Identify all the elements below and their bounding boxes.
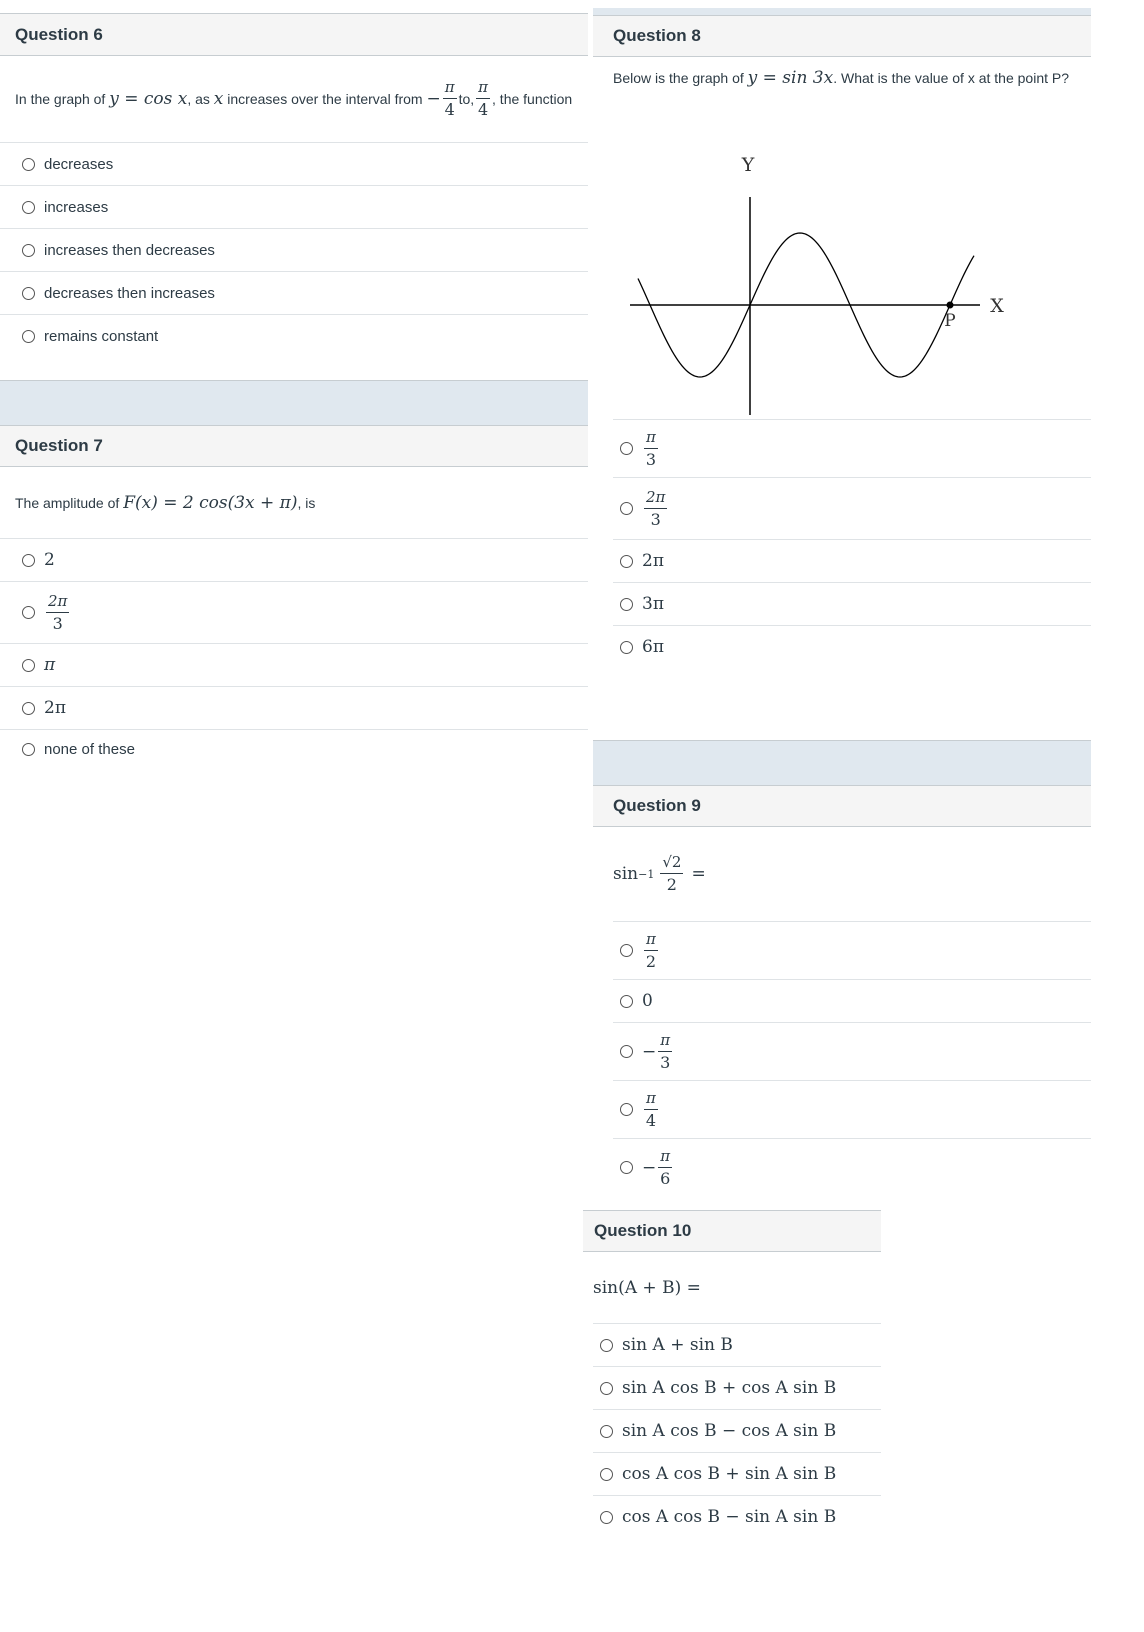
question-6-answers — [0, 142, 588, 357]
answer-option[interactable]: 2π — [613, 539, 1091, 582]
question-8 — [593, 15, 1091, 668]
answer-option[interactable]: 0 — [613, 979, 1091, 1022]
radio-button[interactable] — [22, 330, 35, 343]
question-8-title: Question 8 — [613, 26, 701, 45]
question-7-answers — [0, 538, 588, 769]
question-9 — [593, 785, 1091, 1196]
radio-button[interactable] — [22, 606, 35, 619]
answer-option[interactable]: cos A cos B + sin A sin B — [593, 1452, 881, 1495]
radio-button[interactable] — [22, 659, 35, 672]
question-10-title: Question 10 — [594, 1221, 692, 1240]
answer-option[interactable]: none of these — [0, 729, 588, 769]
question-10 — [583, 1210, 881, 1538]
graph-x-label: X — [990, 295, 1004, 317]
fraction-root2-over-2: $\frac{√2}{2}$ — [662, 853, 682, 894]
answer-option[interactable]: decreases — [0, 142, 588, 185]
radio-button[interactable] — [620, 1161, 633, 1174]
radio-button[interactable] — [600, 1425, 613, 1438]
question-8-answers — [613, 419, 1091, 668]
radio-button[interactable] — [620, 1103, 633, 1116]
graph-y-label: Y — [741, 154, 755, 176]
question-6-text: In the graph of y = cos x , as x increases over the interval from − $\frac{\pi}{4}$ to, $\frac{\pi}{4}$ , the function — [15, 78, 573, 119]
radio-button[interactable] — [620, 641, 633, 654]
radio-button[interactable] — [22, 201, 35, 214]
question-10-text: sin(A + B) = — [593, 1277, 701, 1298]
answer-option[interactable]: 6π — [613, 625, 1091, 668]
radio-button[interactable] — [620, 1045, 633, 1058]
question-8-text: Below is the graph of y = sin 3x . What is the value of x at the point P? — [613, 68, 1070, 88]
sine-graph — [593, 99, 1091, 419]
answer-option[interactable]: $\frac{\pi}{3}$ — [613, 419, 1091, 477]
radio-button[interactable] — [620, 995, 633, 1008]
radio-button[interactable] — [620, 555, 633, 568]
point-p-marker — [947, 302, 954, 309]
radio-button[interactable] — [600, 1468, 613, 1481]
fraction-pi-over-4: $\frac{\pi}{4}$ — [478, 78, 489, 119]
question-6 — [0, 13, 588, 357]
radio-button[interactable] — [600, 1511, 613, 1524]
answer-option[interactable]: $\frac{2\pi}{3}$ — [613, 477, 1091, 539]
answer-option[interactable]: remains constant — [0, 314, 588, 357]
answer-option[interactable]: π — [0, 643, 588, 686]
question-6-title: Question 6 — [15, 24, 103, 44]
answer-option[interactable]: cos A cos B − sin A sin B — [593, 1495, 881, 1538]
question-10-header — [583, 1210, 881, 1252]
radio-button[interactable] — [22, 743, 35, 756]
question-9-header — [593, 785, 1091, 827]
answer-option[interactable]: − $\frac{\pi}{6}$ — [613, 1138, 1091, 1196]
radio-button[interactable] — [600, 1339, 613, 1352]
question-9-text: sin −1 $\frac{√2}{2}$ = — [613, 853, 706, 894]
question-separator — [593, 740, 1091, 787]
answer-option[interactable]: sin A cos B − cos A sin B — [593, 1409, 881, 1452]
radio-button[interactable] — [22, 244, 35, 257]
question-6-header — [0, 13, 588, 56]
question-8-header — [593, 15, 1091, 57]
answer-option[interactable]: 3π — [613, 582, 1091, 625]
graph-p-label: P — [944, 311, 956, 331]
radio-button[interactable] — [620, 502, 633, 515]
radio-button[interactable] — [22, 702, 35, 715]
answer-option[interactable]: decreases then increases — [0, 271, 588, 314]
radio-button[interactable] — [22, 287, 35, 300]
radio-button[interactable] — [22, 158, 35, 171]
answer-option[interactable]: $\frac{\pi}{4}$ — [613, 1080, 1091, 1138]
question-9-title: Question 9 — [613, 796, 701, 815]
answer-option[interactable]: 2 — [0, 538, 588, 581]
question-separator — [0, 380, 588, 427]
radio-button[interactable] — [22, 554, 35, 567]
radio-button[interactable] — [620, 442, 633, 455]
question-7 — [0, 425, 588, 769]
question-9-answers — [613, 921, 1091, 1196]
answer-option[interactable]: $\frac{2\pi}{3}$ — [0, 581, 588, 643]
answer-option[interactable]: 2π — [0, 686, 588, 729]
radio-button[interactable] — [600, 1382, 613, 1395]
question-7-title: Question 7 — [15, 436, 103, 455]
answer-option[interactable]: sin A + sin B — [593, 1323, 881, 1366]
answer-option[interactable]: increases — [0, 185, 588, 228]
fraction-neg-pi-over-4: $\frac{\pi}{4}$ — [444, 78, 455, 119]
answer-option[interactable]: − $\frac{\pi}{3}$ — [613, 1022, 1091, 1080]
question-7-header — [0, 425, 588, 467]
answer-option[interactable]: sin A cos B + cos A sin B — [593, 1366, 881, 1409]
radio-button[interactable] — [620, 944, 633, 957]
answer-option[interactable]: increases then decreases — [0, 228, 588, 271]
question-10-answers — [593, 1323, 881, 1538]
answer-option[interactable]: $\frac{\pi}{2}$ — [613, 921, 1091, 979]
question-7-text: The amplitude of F(x) = 2 cos(3x + π) , is — [15, 492, 316, 513]
radio-button[interactable] — [620, 598, 633, 611]
